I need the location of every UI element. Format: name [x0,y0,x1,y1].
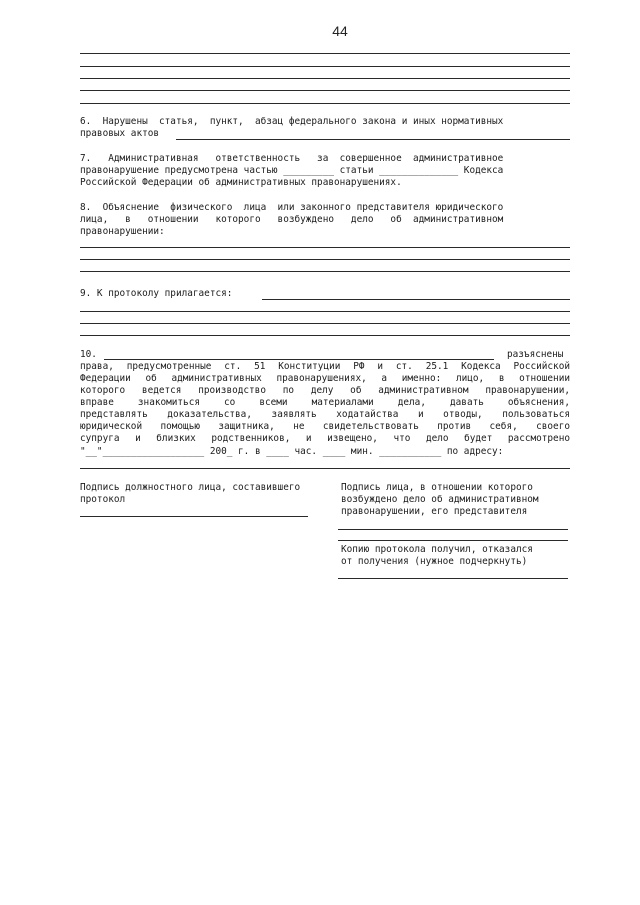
blank-line [80,271,570,272]
signature-line [338,578,568,579]
sig-right-line1: Подпись лица, в отношении которого [341,482,533,493]
sig-left-line1: Подпись должностного лица, составившего [80,482,301,493]
blank-line [80,90,570,91]
item10-line: права, предусмотренные ст. 51 Конституции РФ и ст. 25.1 Кодекса Российской [80,361,570,372]
item7-line3: Российской Федерации об административных правонарушениях. [80,177,402,188]
item10-explained: разъяснены [507,349,564,360]
item6-line1: 6. Нарушены статья, пункт, абзац федерального закона и иных нормативных [80,116,504,127]
blank-line [80,53,570,54]
item10-line: представлять доказательства, заявлять ходатайства и отводы, пользоваться [80,409,570,420]
item10-line: юридической помощью защитника, не свидетельствовать против себя, своего [80,421,570,432]
item8-line1: 8. Объяснение физического лица или законного представителя юридического [80,202,504,213]
item10-number: 10. [80,349,97,360]
item6-line2: правовых актов [80,128,160,139]
item10-line: супруга и близких родственников, и извещено, что дело будет рассмотрено [80,433,570,444]
blank-line [80,259,570,260]
blank-line [80,323,570,324]
blank-line [80,78,570,79]
item7-line1: 7. Административная ответственность за совершенное административное [80,153,504,164]
copy-received-line2: от получения (нужное подчеркнуть) [341,556,528,567]
blank-line [80,247,570,248]
copy-received-line1: Копию протокола получил, отказался [341,544,533,555]
blank-line [104,359,494,360]
item7-line2: правонарушение предусмотрена частью _________ статьи ______________ Кодекса [80,165,504,176]
item10-line: Федерации об административных правонарушениях, а именно: лицо, в отношении [80,373,570,384]
blank-line [80,335,570,336]
item10-line: вправе знакомиться со всеми материалами дела, давать объяснения, [80,397,570,408]
item10-line: которого ведется производство по делу об административном правонарушении, [80,385,570,396]
item8-line3: правонарушении: [80,226,165,237]
item8-line2: лица, в отношении которого возбуждено дело об административном [80,214,504,225]
sig-left-line2: протокол [80,494,126,505]
item10-date-line: "__"__________________ 200_ г. в ____ час. ____ мин. ___________ по адресу: [80,446,504,457]
blank-line [80,66,570,67]
item9-line1: 9. К протоколу прилагается: [80,288,233,299]
sig-right-line3: правонарушении, его представителя [341,506,528,517]
blank-line [262,299,570,300]
blank-line [80,103,570,104]
sig-right-line2: возбуждено дело об административном [341,494,539,505]
blank-line [80,311,570,312]
page-number: 44 [332,23,348,39]
signature-line [80,516,308,517]
signature-line [338,529,568,530]
blank-line [176,139,570,140]
signature-line [338,540,568,541]
item10-rights-text [80,361,570,445]
blank-line [80,468,570,469]
